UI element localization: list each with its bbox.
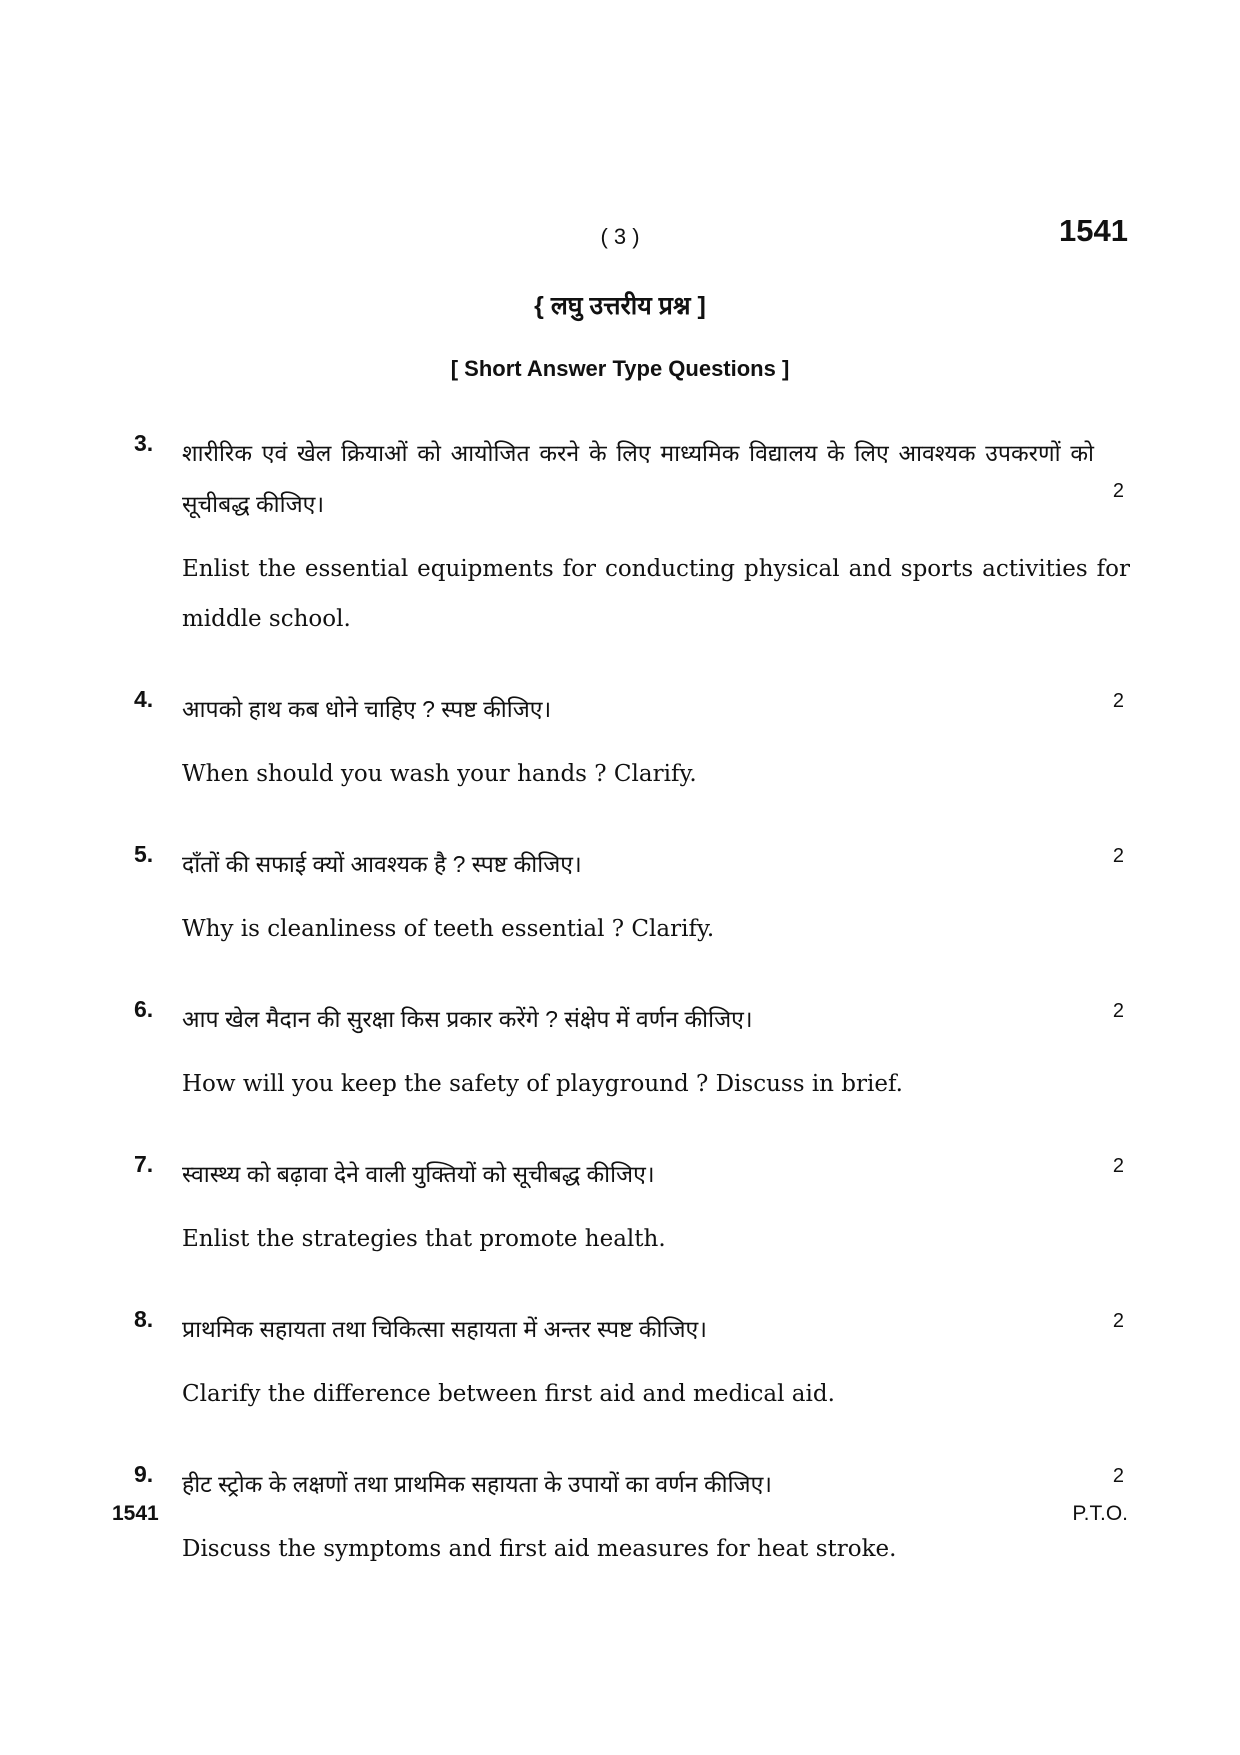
section-title-hindi: { लघु उत्तरीय प्रश्न ] [534,292,706,320]
question-marks: 2 [1112,1155,1124,1177]
question-number: 8. [134,1306,154,1332]
question-marks: 2 [1112,480,1124,502]
question-marks: 2 [1112,690,1124,712]
question-list [134,428,1130,1614]
page-number: ( 3 ) [600,224,640,249]
question-text-english: Enlist the essential equipments for conducting physical and sports activities for middle school. [182,556,1130,632]
question-8 [134,1304,1130,1419]
pto-label: P.T.O. [1072,1502,1128,1525]
question-6 [134,994,1130,1109]
question-number: 4. [134,686,154,712]
question-text-english: Discuss the symptoms and first aid measures for heat stroke. [182,1536,897,1562]
question-number: 3. [134,430,154,456]
question-text-hindi: स्वास्थ्य को बढ़ावा देने वाली युक्तियों को सूचीबद्ध कीजिए। [182,1161,655,1187]
question-number: 7. [134,1151,154,1177]
question-4 [134,684,1130,799]
question-text-english: Clarify the difference between first aid and medical aid. [182,1381,835,1407]
question-text-hindi: हीट स्ट्रोक के लक्षणों तथा प्राथमिक सहायता के उपायों का वर्णन कीजिए। [182,1471,773,1497]
question-3 [134,428,1130,644]
question-marks: 2 [1112,1465,1124,1487]
section-title-english: [ Short Answer Type Questions ] [450,356,790,381]
question-text-english: Why is cleanliness of teeth essential ? Clarify. [182,916,715,942]
question-5 [134,839,1130,954]
question-number: 6. [134,996,154,1022]
question-text-hindi: आप खेल मैदान की सुरक्षा किस प्रकार करेंगे ? संक्षेप में वर्णन कीजिए। [182,1006,753,1032]
question-7 [134,1149,1130,1264]
paper-code-top: 1541 [1059,213,1128,248]
question-text-english: Enlist the strategies that promote health. [182,1226,666,1252]
question-number: 9. [134,1461,154,1487]
question-text-hindi: दाँतों की सफाई क्यों आवश्यक है ? स्पष्ट कीजिए। [182,851,582,877]
question-text-english: When should you wash your hands ? Clarify. [182,761,697,787]
question-marks: 2 [1112,1310,1124,1332]
question-text-hindi: शारीरिक एवं खेल क्रियाओं को आयोजित करने के लिए माध्यमिक विद्यालय के लिए आवश्यक उपकरणों को सूचीबद्ध कीजिए। [182,440,1094,517]
question-marks: 2 [1112,845,1124,867]
question-marks: 2 [1112,1000,1124,1022]
question-text-hindi: आपको हाथ कब धोने चाहिए ? स्पष्ट कीजिए। [182,696,552,722]
question-number: 5. [134,841,154,867]
question-text-hindi: प्राथमिक सहायता तथा चिकित्सा सहायता में अन्तर स्पष्ट कीजिए। [182,1316,707,1342]
question-9 [134,1459,1130,1574]
paper-code-bottom: 1541 [112,1502,159,1525]
question-text-english: How will you keep the safety of playground ? Discuss in brief. [182,1071,903,1097]
